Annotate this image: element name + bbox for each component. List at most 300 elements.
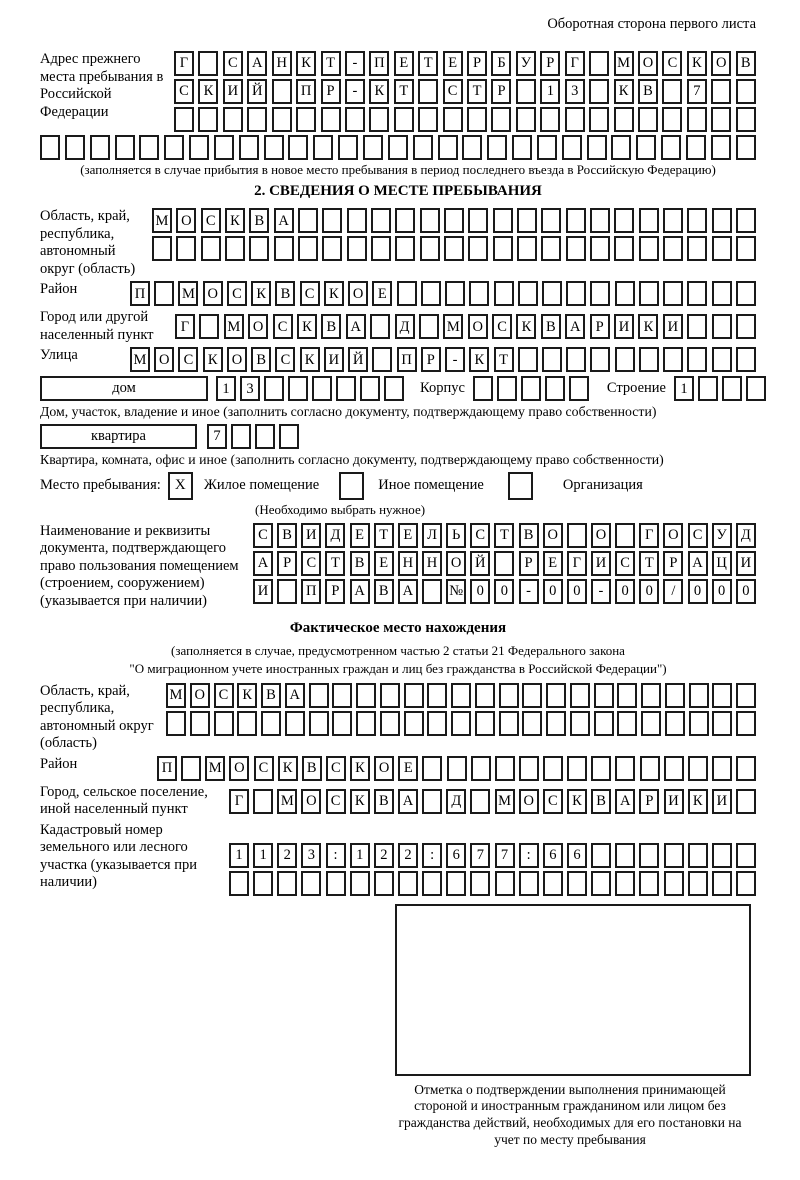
char-box[interactable] <box>746 376 766 401</box>
char-box[interactable] <box>687 314 707 339</box>
char-box[interactable]: Е <box>398 523 418 548</box>
char-box[interactable] <box>522 683 542 708</box>
char-box[interactable] <box>487 135 507 160</box>
char-box[interactable]: М <box>130 347 150 372</box>
char-box[interactable]: А <box>615 789 635 814</box>
char-box[interactable] <box>614 208 634 233</box>
char-box[interactable] <box>641 683 661 708</box>
char-box[interactable] <box>517 208 537 233</box>
char-box[interactable]: В <box>251 347 271 372</box>
char-box[interactable]: А <box>688 551 708 576</box>
char-box[interactable] <box>594 683 614 708</box>
char-box[interactable] <box>711 79 731 104</box>
char-box[interactable] <box>712 281 732 306</box>
char-box[interactable] <box>451 711 471 736</box>
char-box[interactable]: С <box>178 347 198 372</box>
char-box[interactable] <box>537 135 557 160</box>
char-box[interactable] <box>736 281 756 306</box>
char-box[interactable] <box>590 208 610 233</box>
char-box[interactable] <box>569 376 589 401</box>
char-box[interactable]: П <box>301 579 321 604</box>
char-box[interactable] <box>152 236 172 261</box>
char-box[interactable] <box>394 107 414 132</box>
char-box[interactable] <box>468 236 488 261</box>
char-box[interactable] <box>369 107 389 132</box>
char-box[interactable] <box>736 871 756 896</box>
char-box[interactable] <box>614 236 634 261</box>
char-box[interactable]: 1 <box>350 843 370 868</box>
char-box[interactable]: М <box>495 789 515 814</box>
char-box[interactable] <box>404 711 424 736</box>
char-box[interactable]: А <box>346 314 366 339</box>
char-box[interactable]: В <box>261 683 281 708</box>
char-box[interactable] <box>338 135 358 160</box>
char-box[interactable]: Р <box>467 51 487 76</box>
char-box[interactable] <box>468 208 488 233</box>
char-box[interactable] <box>115 135 135 160</box>
char-box[interactable]: К <box>350 756 370 781</box>
char-box[interactable]: № <box>446 579 466 604</box>
char-box[interactable]: 1 <box>253 843 273 868</box>
char-box[interactable] <box>422 871 442 896</box>
char-box[interactable]: Г <box>567 551 587 576</box>
char-box[interactable]: К <box>638 314 658 339</box>
char-box[interactable] <box>345 107 365 132</box>
char-box[interactable]: А <box>350 579 370 604</box>
char-box[interactable] <box>639 281 659 306</box>
char-box[interactable] <box>447 756 467 781</box>
char-box[interactable]: Д <box>736 523 756 548</box>
char-box[interactable] <box>722 376 742 401</box>
char-box[interactable]: Т <box>325 551 345 576</box>
char-box[interactable]: К <box>198 79 218 104</box>
char-box[interactable] <box>518 347 538 372</box>
char-box[interactable] <box>663 236 683 261</box>
char-box[interactable] <box>371 208 391 233</box>
char-box[interactable]: 1 <box>540 79 560 104</box>
char-box[interactable] <box>736 135 756 160</box>
char-box[interactable] <box>712 208 732 233</box>
char-box[interactable] <box>639 208 659 233</box>
char-box[interactable] <box>360 376 380 401</box>
char-box[interactable]: К <box>297 314 317 339</box>
char-box[interactable]: 2 <box>277 843 297 868</box>
char-box[interactable] <box>567 756 587 781</box>
char-box[interactable]: М <box>205 756 225 781</box>
char-box[interactable]: С <box>254 756 274 781</box>
char-box[interactable] <box>199 314 219 339</box>
char-box[interactable] <box>499 711 519 736</box>
char-box[interactable] <box>372 347 392 372</box>
char-box[interactable] <box>445 281 465 306</box>
char-box[interactable] <box>639 347 659 372</box>
char-box[interactable] <box>736 236 756 261</box>
char-box[interactable] <box>712 314 732 339</box>
char-box[interactable]: И <box>223 79 243 104</box>
char-box[interactable] <box>736 789 756 814</box>
char-box[interactable] <box>545 376 565 401</box>
char-box[interactable]: С <box>301 551 321 576</box>
char-box[interactable]: Ь <box>446 523 466 548</box>
char-box[interactable] <box>639 236 659 261</box>
char-box[interactable]: 0 <box>712 579 732 604</box>
char-box[interactable]: С <box>253 523 273 548</box>
char-box[interactable] <box>688 843 708 868</box>
char-box[interactable] <box>363 135 383 160</box>
char-box[interactable] <box>398 871 418 896</box>
char-box[interactable] <box>469 281 489 306</box>
char-box[interactable]: Р <box>421 347 441 372</box>
char-box[interactable] <box>154 281 174 306</box>
checkbox-residential[interactable]: X <box>168 472 193 500</box>
char-box[interactable]: К <box>225 208 245 233</box>
char-box[interactable]: С <box>227 281 247 306</box>
char-box[interactable] <box>542 281 562 306</box>
char-box[interactable] <box>494 281 514 306</box>
char-box[interactable]: М <box>152 208 172 233</box>
char-box[interactable] <box>309 711 329 736</box>
char-box[interactable]: С <box>662 51 682 76</box>
char-box[interactable]: 1 <box>229 843 249 868</box>
char-box[interactable] <box>662 107 682 132</box>
char-box[interactable]: И <box>736 551 756 576</box>
char-box[interactable]: О <box>348 281 368 306</box>
char-box[interactable]: - <box>591 579 611 604</box>
char-box[interactable] <box>214 135 234 160</box>
char-box[interactable] <box>253 789 273 814</box>
char-box[interactable] <box>567 871 587 896</box>
char-box[interactable]: И <box>663 314 683 339</box>
char-box[interactable]: О <box>203 281 223 306</box>
char-box[interactable]: С <box>326 789 346 814</box>
char-box[interactable]: 6 <box>543 843 563 868</box>
char-box[interactable] <box>686 135 706 160</box>
char-box[interactable]: Н <box>422 551 442 576</box>
char-box[interactable] <box>615 281 635 306</box>
char-box[interactable]: В <box>519 523 539 548</box>
char-box[interactable]: Р <box>590 314 610 339</box>
char-box[interactable]: К <box>567 789 587 814</box>
char-box[interactable]: 3 <box>301 843 321 868</box>
char-box[interactable]: Й <box>247 79 267 104</box>
char-box[interactable] <box>446 871 466 896</box>
char-box[interactable] <box>237 711 257 736</box>
char-box[interactable]: 0 <box>470 579 490 604</box>
char-box[interactable]: К <box>237 683 257 708</box>
char-box[interactable]: Т <box>394 79 414 104</box>
char-box[interactable] <box>189 135 209 160</box>
char-box[interactable] <box>322 208 342 233</box>
char-box[interactable] <box>277 579 297 604</box>
char-box[interactable]: С <box>273 314 293 339</box>
char-box[interactable] <box>395 208 415 233</box>
char-box[interactable] <box>427 683 447 708</box>
char-box[interactable]: - <box>345 79 365 104</box>
char-box[interactable]: И <box>664 789 684 814</box>
char-box[interactable]: Г <box>174 51 194 76</box>
char-box[interactable] <box>712 756 732 781</box>
char-box[interactable] <box>566 281 586 306</box>
char-box[interactable] <box>589 51 609 76</box>
char-box[interactable]: П <box>369 51 389 76</box>
char-box[interactable] <box>617 711 637 736</box>
char-box[interactable] <box>663 208 683 233</box>
char-box[interactable] <box>688 871 708 896</box>
char-box[interactable] <box>517 236 537 261</box>
char-box[interactable]: Т <box>494 347 514 372</box>
char-box[interactable]: Д <box>395 314 415 339</box>
char-box[interactable] <box>493 236 513 261</box>
char-box[interactable] <box>615 347 635 372</box>
char-box[interactable] <box>388 135 408 160</box>
char-box[interactable]: П <box>397 347 417 372</box>
char-box[interactable] <box>231 424 251 449</box>
char-box[interactable] <box>470 789 490 814</box>
char-box[interactable]: К <box>251 281 271 306</box>
char-box[interactable] <box>264 376 284 401</box>
char-box[interactable]: 6 <box>446 843 466 868</box>
char-box[interactable] <box>541 208 561 233</box>
char-box[interactable] <box>277 871 297 896</box>
char-box[interactable] <box>418 79 438 104</box>
char-box[interactable]: Р <box>491 79 511 104</box>
char-box[interactable]: К <box>296 51 316 76</box>
char-box[interactable]: Д <box>325 523 345 548</box>
char-box[interactable] <box>313 135 333 160</box>
char-box[interactable] <box>518 281 538 306</box>
char-box[interactable] <box>420 236 440 261</box>
char-box[interactable]: М <box>443 314 463 339</box>
char-box[interactable]: М <box>178 281 198 306</box>
char-box[interactable] <box>521 376 541 401</box>
char-box[interactable]: 7 <box>470 843 490 868</box>
char-box[interactable] <box>687 281 707 306</box>
char-box[interactable]: С <box>326 756 346 781</box>
char-box[interactable] <box>201 236 221 261</box>
char-box[interactable] <box>687 236 707 261</box>
char-box[interactable]: Г <box>175 314 195 339</box>
char-box[interactable] <box>336 376 356 401</box>
char-box[interactable]: К <box>687 51 707 76</box>
char-box[interactable]: О <box>374 756 394 781</box>
char-box[interactable]: К <box>278 756 298 781</box>
char-box[interactable] <box>495 756 515 781</box>
char-box[interactable] <box>462 135 482 160</box>
char-box[interactable]: О <box>154 347 174 372</box>
char-box[interactable]: С <box>300 281 320 306</box>
char-box[interactable] <box>356 683 376 708</box>
char-box[interactable] <box>664 756 684 781</box>
char-box[interactable]: 6 <box>567 843 587 868</box>
char-box[interactable]: К <box>369 79 389 104</box>
char-box[interactable]: А <box>565 314 585 339</box>
char-box[interactable]: Р <box>519 551 539 576</box>
char-box[interactable] <box>615 871 635 896</box>
char-box[interactable]: 0 <box>639 579 659 604</box>
char-box[interactable]: П <box>296 79 316 104</box>
char-box[interactable] <box>214 711 234 736</box>
char-box[interactable]: Т <box>494 523 514 548</box>
char-box[interactable] <box>591 756 611 781</box>
char-box[interactable]: К <box>324 281 344 306</box>
char-box[interactable]: : <box>422 843 442 868</box>
char-box[interactable] <box>543 756 563 781</box>
char-box[interactable] <box>516 79 536 104</box>
char-box[interactable] <box>712 711 732 736</box>
char-box[interactable] <box>444 208 464 233</box>
char-box[interactable] <box>736 711 756 736</box>
char-box[interactable]: О <box>301 789 321 814</box>
char-box[interactable] <box>570 711 590 736</box>
char-box[interactable] <box>332 683 352 708</box>
char-box[interactable] <box>451 683 471 708</box>
char-box[interactable] <box>617 683 637 708</box>
char-box[interactable]: Р <box>277 551 297 576</box>
char-box[interactable] <box>663 281 683 306</box>
char-box[interactable]: К <box>203 347 223 372</box>
char-box[interactable]: Т <box>418 51 438 76</box>
char-box[interactable] <box>444 236 464 261</box>
char-box[interactable] <box>665 683 685 708</box>
char-box[interactable]: К <box>469 347 489 372</box>
char-box[interactable]: С <box>470 523 490 548</box>
char-box[interactable]: О <box>663 523 683 548</box>
char-box[interactable]: Н <box>398 551 418 576</box>
char-box[interactable]: С <box>615 551 635 576</box>
char-box[interactable] <box>546 711 566 736</box>
char-box[interactable] <box>736 314 756 339</box>
char-box[interactable] <box>615 523 635 548</box>
char-box[interactable] <box>322 236 342 261</box>
char-box[interactable]: А <box>398 579 418 604</box>
char-box[interactable] <box>639 871 659 896</box>
char-box[interactable] <box>589 107 609 132</box>
char-box[interactable]: А <box>285 683 305 708</box>
char-box[interactable] <box>587 135 607 160</box>
char-box[interactable]: 3 <box>240 376 260 401</box>
char-box[interactable]: : <box>519 843 539 868</box>
char-box[interactable] <box>591 871 611 896</box>
char-box[interactable] <box>139 135 159 160</box>
char-box[interactable] <box>689 711 709 736</box>
char-box[interactable] <box>470 871 490 896</box>
char-box[interactable]: Р <box>663 551 683 576</box>
char-box[interactable] <box>519 756 539 781</box>
char-box[interactable]: Т <box>321 51 341 76</box>
char-box[interactable] <box>298 236 318 261</box>
char-box[interactable] <box>590 236 610 261</box>
char-box[interactable] <box>413 135 433 160</box>
char-box[interactable] <box>570 683 590 708</box>
char-box[interactable] <box>591 843 611 868</box>
char-box[interactable]: В <box>374 789 394 814</box>
char-box[interactable] <box>541 236 561 261</box>
char-box[interactable]: С <box>492 314 512 339</box>
char-box[interactable]: 2 <box>374 843 394 868</box>
char-box[interactable]: В <box>591 789 611 814</box>
char-box[interactable] <box>380 683 400 708</box>
char-box[interactable] <box>497 376 517 401</box>
char-box[interactable] <box>546 683 566 708</box>
char-box[interactable] <box>374 871 394 896</box>
char-box[interactable]: Р <box>325 579 345 604</box>
char-box[interactable]: М <box>166 683 186 708</box>
char-box[interactable] <box>687 107 707 132</box>
char-box[interactable] <box>253 871 273 896</box>
char-box[interactable]: М <box>614 51 634 76</box>
char-box[interactable] <box>239 135 259 160</box>
char-box[interactable] <box>422 789 442 814</box>
char-box[interactable] <box>255 424 275 449</box>
char-box[interactable]: О <box>229 756 249 781</box>
char-box[interactable] <box>326 871 346 896</box>
char-box[interactable] <box>421 281 441 306</box>
char-box[interactable]: В <box>321 314 341 339</box>
char-box[interactable]: Е <box>372 281 392 306</box>
char-box[interactable] <box>522 711 542 736</box>
char-box[interactable]: К <box>300 347 320 372</box>
char-box[interactable]: И <box>712 789 732 814</box>
char-box[interactable]: О <box>468 314 488 339</box>
char-box[interactable] <box>687 208 707 233</box>
char-box[interactable]: О <box>519 789 539 814</box>
char-box[interactable]: Т <box>639 551 659 576</box>
char-box[interactable]: О <box>711 51 731 76</box>
char-box[interactable] <box>711 135 731 160</box>
char-box[interactable] <box>332 711 352 736</box>
char-box[interactable] <box>540 107 560 132</box>
char-box[interactable]: О <box>190 683 210 708</box>
char-box[interactable] <box>225 236 245 261</box>
char-box[interactable] <box>229 871 249 896</box>
char-box[interactable]: С <box>688 523 708 548</box>
char-box[interactable]: - <box>445 347 465 372</box>
char-box[interactable] <box>274 236 294 261</box>
char-box[interactable]: С <box>443 79 463 104</box>
char-box[interactable] <box>422 756 442 781</box>
char-box[interactable]: Е <box>394 51 414 76</box>
char-box[interactable] <box>279 424 299 449</box>
char-box[interactable]: С <box>201 208 221 233</box>
char-box[interactable]: А <box>253 551 273 576</box>
char-box[interactable] <box>223 107 243 132</box>
char-box[interactable] <box>350 871 370 896</box>
char-box[interactable]: С <box>214 683 234 708</box>
char-box[interactable] <box>384 376 404 401</box>
char-box[interactable] <box>347 208 367 233</box>
char-box[interactable]: 7 <box>687 79 707 104</box>
char-box[interactable] <box>543 871 563 896</box>
char-box[interactable] <box>664 843 684 868</box>
char-box[interactable] <box>418 107 438 132</box>
char-box[interactable] <box>309 683 329 708</box>
char-box[interactable]: И <box>253 579 273 604</box>
char-box[interactable] <box>565 107 585 132</box>
char-box[interactable] <box>636 135 656 160</box>
char-box[interactable] <box>736 756 756 781</box>
char-box[interactable] <box>663 347 683 372</box>
char-box[interactable] <box>249 236 269 261</box>
char-box[interactable] <box>356 711 376 736</box>
char-box[interactable] <box>688 756 708 781</box>
char-box[interactable]: 0 <box>615 579 635 604</box>
checkbox-other-premises[interactable] <box>339 472 364 500</box>
char-box[interactable]: : <box>326 843 346 868</box>
char-box[interactable] <box>288 135 308 160</box>
char-box[interactable]: У <box>516 51 536 76</box>
char-box[interactable] <box>471 756 491 781</box>
char-box[interactable]: Б <box>491 51 511 76</box>
